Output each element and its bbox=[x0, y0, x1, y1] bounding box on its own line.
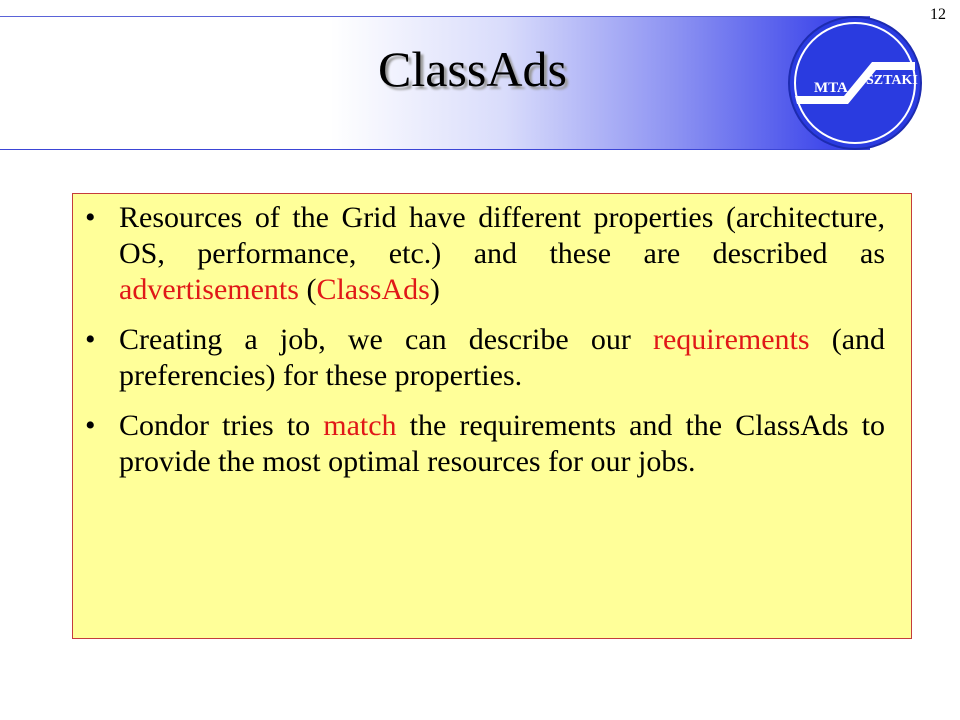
bullet-text: ( bbox=[298, 273, 317, 306]
highlighted-term: requirements bbox=[652, 323, 810, 356]
bullet-text: the requirements and the ClassAds to provide the most optimal resources for our jobs. bbox=[119, 409, 885, 478]
slide-title: ClassAds bbox=[378, 41, 567, 97]
bullet-marker: • bbox=[85, 323, 96, 356]
logo-right-text: SZTAKI bbox=[866, 73, 918, 88]
bullet-marker: • bbox=[85, 409, 96, 442]
bullet-text: Creating a job, we can describe our bbox=[119, 323, 653, 356]
bullet-text: Resources of the Grid have different properties (architecture, OS, performance, etc.) and these are described as bbox=[119, 201, 885, 270]
highlighted-term: match bbox=[323, 409, 397, 442]
highlighted-term: advertisements bbox=[119, 273, 299, 306]
logo-left-text: MTA bbox=[814, 80, 848, 96]
bullet-text: (and preferencies) for these properties. bbox=[119, 323, 886, 392]
bullet-item bbox=[73, 322, 911, 394]
content-box bbox=[72, 193, 912, 639]
bullet-list bbox=[73, 200, 911, 494]
bullet-item bbox=[73, 200, 911, 308]
bullet-text: Condor tries to bbox=[119, 409, 324, 442]
mta-sztaki-logo bbox=[784, 12, 926, 154]
highlighted-term: ClassAds bbox=[316, 273, 430, 306]
bullet-text: ) bbox=[429, 273, 440, 306]
bullet-marker: • bbox=[85, 201, 96, 234]
bullet-item bbox=[73, 408, 911, 480]
page-number: 12 bbox=[930, 6, 946, 23]
